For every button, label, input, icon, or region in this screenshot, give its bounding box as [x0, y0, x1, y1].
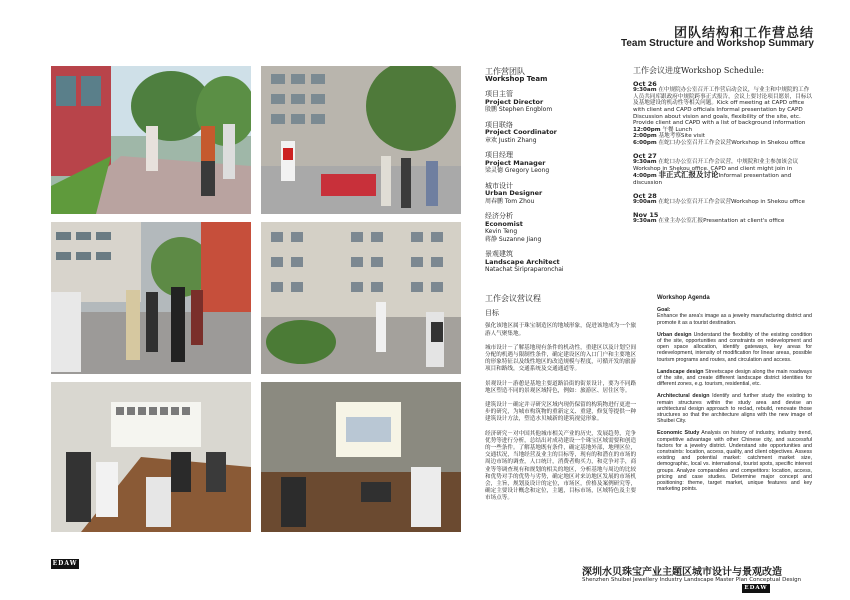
entry-extra: Informal presentation and discussion: [633, 173, 792, 186]
courtyard-photo: [261, 222, 461, 374]
street-group-photo: [51, 222, 251, 374]
schedule-day: [633, 81, 813, 147]
agenda-cn-paragraph: 建筑设计－确定并寻研究区域内现仍保留的构筑物进行更进一步的研究，为城市构筑物的重新定义、重建，修复等提供一种建筑设计方法，塑造水贝城新的建筑视觉形象。: [485, 402, 637, 423]
entry-time: 2:00pm: [633, 133, 657, 140]
agenda-item: [657, 430, 812, 492]
team-member: [485, 183, 620, 206]
role-cn: 项目联络: [485, 120, 513, 129]
entry-time: 12:00pm: [633, 126, 661, 133]
entry-time: 9:00am: [633, 199, 657, 206]
page-title-cn: 团队结构和工作营总结: [673, 26, 814, 41]
agenda-cn-paragraph: 经济研究－对中国其他城市相关产业的历史，发展趋势，竞争优势等进行分析，总结出对成功建设一个珠宝区域需要和创造的一些条件。了解基地既有条件，确定基地外部，地理区位，交通状况，当地经营及业主的目标等，现有的和潜在的市场的周边市场的调查，人口统计，消费者购买力，和竞争对手，商业等等调查现有和规划的相关的地区，分析基地与周边的比较和优势对手的优势与劣势，确定地区对来访地区发展的市场机会，主旨，规划及设计的定位，市场区，价格及案例研究等，确定主要设计概念和定位，主题，目标市场，区域特色及主要市场点等。: [485, 430, 637, 502]
agenda-item: [657, 369, 812, 388]
page-title-en: Team Structure and Workshop Summary: [620, 38, 814, 49]
member-name: Kevin Teng 蒋静 Suzanne Jiang: [485, 228, 542, 243]
team-title-en: Workshop Team: [485, 74, 548, 83]
agenda-item-text: Understand the flexibility of the existing condition of the site, opportunities and constraints on redevelopment and open space allocation, identify gateways, key areas for redevelopment, intensity of modification for linear areas, possible tourism programs and routes, and circulation and access.: [657, 331, 812, 363]
schedule-date: Oct 28: [633, 191, 657, 200]
agenda-item-label: Landscape design: [657, 368, 704, 375]
agenda-item-text: Enhance the area's image as a jewelry manufacturing district and promote it as a tourist destination.: [657, 313, 812, 326]
schedule-day: [633, 153, 813, 187]
agenda-item-text: Identify and further study the existing to remain structures within the study area and devise an architectural design approach to reclad, rebuild, renovate those structures so that the architecture aligns with the new image of Shuibei City.: [657, 393, 812, 425]
presentation-photo: [261, 382, 461, 532]
agenda-cn-paragraph: 强化该地区属于珠宝制造区的地域形象，促进该地成为一个旅游人气聚集地。: [485, 323, 637, 337]
role-en: Economist: [485, 219, 523, 228]
meeting-room-photo: [51, 382, 251, 532]
workshop-team: [485, 68, 620, 282]
entry-time: 9:30am: [633, 218, 657, 225]
member-name: 梁灵德 Gregory Leong: [485, 167, 550, 174]
agenda-cn-paragraph: 景观设计－游憩是基地主要道路沿街的街景设计，要为不同路地区塑造不同的景观区域特色，例如：旅游区、居住区等。: [485, 380, 637, 394]
building-corner-photo: [261, 66, 461, 214]
role-cn: 经济分析: [485, 212, 513, 220]
schedule-day: [633, 193, 813, 206]
entry-text: 基地考察Site visit: [658, 133, 705, 140]
agenda-item-label: Urban design: [657, 331, 692, 338]
agenda-cn-title: 工作会议营议程: [485, 294, 541, 303]
schedule-entry: [633, 140, 813, 147]
role-cn: 项目经理: [485, 151, 513, 159]
entry-time: 9:30am: [633, 159, 657, 166]
agenda-item-label: Goal:: [657, 307, 671, 314]
agenda-cn: [485, 295, 640, 510]
member-name: 章欢 Justin Zhang: [485, 136, 537, 144]
agenda-cn-paragraph: 城市设计－了解基地现有条件的机动性，重建区以及计划空间分配的机遇与限制性条件，确定建设区的入口门户和主要地区的形象特征以及线性地区的改造规模与程度，可循开发的旅游项目和路线，交通系统及交通通道等。: [485, 344, 637, 373]
entry-text: 在蛇口办公室召开工作会议营，中规院和业主参加该会议Workshop in Shekou office. CAPD and client might join in: [633, 159, 799, 172]
agenda-cn-subtitle: 目标: [485, 309, 499, 318]
agenda-item-label: Economic Study: [657, 430, 700, 437]
schedule-entry: [633, 172, 813, 186]
role-en: Project Coordinator: [485, 128, 557, 136]
entry-text: 在蛇口办公室召开工作会议营Workshop in Shekou office: [658, 199, 805, 206]
team-title-cn: 工作营团队: [485, 67, 525, 76]
entry-time: 6:00pm: [633, 139, 657, 146]
schedule-date: Nov 15: [633, 210, 659, 219]
team-member: [485, 213, 620, 243]
schedule-entry: [633, 199, 813, 206]
edaw-logo: EDAW: [52, 560, 78, 567]
schedule-entry: [633, 87, 813, 127]
entry-time: 4:00pm: [633, 173, 657, 180]
schedule-title: 工作会议进度Workshop Schedule:: [633, 66, 765, 75]
schedule-entry: [633, 133, 813, 140]
schedule-date: Oct 26: [633, 79, 657, 88]
role-cn: 城市设计: [485, 181, 513, 190]
entry-time: 9:30am: [633, 87, 657, 94]
role-cn: 景观建筑: [485, 250, 513, 258]
role-en: Urban Designer: [485, 189, 543, 197]
team-member: [485, 152, 620, 175]
entry-text: 非正式汇报及讨论: [658, 170, 719, 180]
agenda-item-label: Architectural design: [657, 393, 710, 400]
footer-title-en: Shenzhen Shuibei Jewellery Industry Landscape Master Plan Conceptual Design: [582, 577, 802, 583]
schedule-day: [633, 212, 813, 225]
role-en: Project Director: [485, 97, 544, 106]
agenda-item: [657, 307, 812, 326]
role-en: Project Manager: [485, 158, 546, 167]
workshop-schedule: [633, 68, 813, 231]
street-walkway-photo: [51, 66, 251, 214]
team-member: [485, 91, 620, 114]
entry-text: 午餐 Lunch: [662, 126, 693, 133]
agenda-item: [657, 393, 812, 424]
member-name: Natachat Siripraparonchai: [485, 266, 564, 273]
member-name: 周春鹏 Tom Zhou: [485, 197, 535, 205]
agenda-en: [657, 295, 812, 498]
role-cn: 项目主管: [485, 90, 513, 98]
agenda-item: [657, 332, 812, 363]
entry-text: 在中规院办公室召开工作营启动会议，与业主和中规院的工作人员共同库跟政府中规院跨事正式报告，会议上要讨论项目愿景，目标以及基地建设的机动性等相关问题。Kick off meeting at CAPD office with client and CAPD officials Informal presentation by CAPD Discussion about vision and goals, flexibility of the site, etc. Provide client and CAPD with a list of background information: [633, 87, 813, 127]
footer-title-cn: 深圳水贝珠宝产业主题区城市设计与景观改造: [582, 567, 782, 578]
entry-text: 在蛇口办公室召开工作会议营Workshop in Shekou office: [658, 139, 806, 146]
agenda-en-title: Workshop Agenda: [657, 295, 710, 301]
team-member: [485, 122, 620, 145]
footer-edaw-logo: EDAW: [742, 584, 770, 593]
schedule-entry: [633, 218, 813, 225]
schedule-date: Oct 27: [633, 151, 657, 160]
agenda-item-text: Streetscape design along the main roadways of the site, and create different landscape district identities for different zones, e.g. tourism, residential, etc.: [657, 368, 812, 388]
member-name: 殷鹏 Stephen Engblom: [485, 106, 553, 113]
role-en: Landscape Architect: [485, 257, 560, 266]
agenda-item-text: Analysis on history of industry, industry trend, competitive advantage with other Chinese city, and successful factors for a jewelry district. Understand site opportunities and constraints: location, access, quality, and client objectives. Assess existing and potential market: catchment market size, demographic, local vs. international, tourist spots, specific interest groups. Analyze comparables and competitors: location, access, pricing and case studies. Determine major concept and positioning: theme, target market, unique features and key marketing points.: [657, 430, 812, 493]
entry-text: 在业主办公室汇报Presentation at client's office: [658, 218, 785, 225]
team-member: [485, 251, 620, 274]
